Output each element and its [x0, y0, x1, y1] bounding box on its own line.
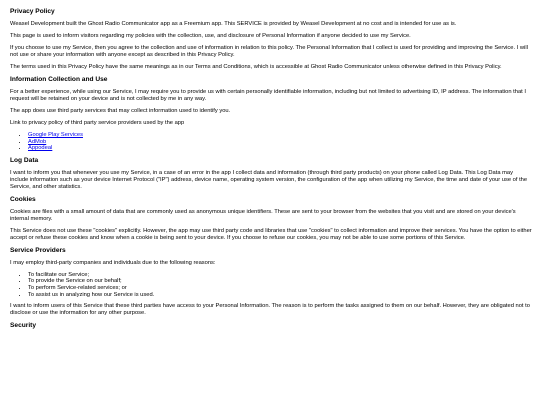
- intro-paragraph-2: This page is used to inform visitors regarding my policies with the collection, use, and disclosure of Personal Information if anyone decided to use my Service.: [10, 33, 411, 39]
- cookies-paragraph-1: Cookies are files with a small amount of data that are commonly used as anonymous unique identifiers. These are sent to your browser from the websites that you visit and are stored on your device's internal memory.: [10, 208, 516, 222]
- list-item: • To perform Service-related services; or: [28, 285, 532, 292]
- collection-paragraph-1: For a better experience, while using our Service, I may require you to provide us with certain personally identifiable information, including but not limited to advertising ID, IP address. The information that I request will be retained on your device and is not collected by me in any way.: [10, 89, 526, 102]
- list-item: • To facilitate our Service;: [28, 272, 532, 279]
- list-item: • To assist us in analyzing how our Service is used.: [28, 292, 532, 299]
- intro-paragraph-1: Weasel Development built the Ghost Radio Communicator app as a Freemium app. This SERVICE is provided by Weasel Development at no cost and is intended for use as is.: [10, 21, 457, 27]
- section-heading-security: Security: [10, 322, 37, 330]
- google-play-services-link[interactable]: Google Play Services: [28, 132, 83, 138]
- third-party-links-list: [10, 132, 532, 152]
- section-heading-log-data: Log Data: [10, 156, 39, 164]
- collection-paragraph-3: Link to privacy policy of third party service providers used by the app: [10, 120, 185, 126]
- section-heading-cookies: Cookies: [10, 195, 36, 203]
- log-data-paragraph-1: I want to inform you that whenever you use my Service, in a case of an error in the app I collect data and information (through third party products) on your phone called Log Data. This Log Data may include information such as your device Internet Protocol ("IP") address, device name, operating system version, the configuration of the app when utilizing my Service, the time and date of your use of the Service, and other statistics.: [10, 169, 528, 190]
- list-item: [28, 132, 532, 139]
- collection-paragraph-2: The app does use third party services that may collect information used to identify you.: [10, 108, 231, 114]
- intro-paragraph-3: If you choose to use my Service, then you agree to the collection and use of information in relation to this policy. The Personal Information that I collect is used for providing and improving the Service. I will not use or share your information with anyone except as described in this Privacy Policy.: [10, 45, 528, 58]
- cookies-paragraph-2: This Service does not use these "cookies" explicitly. However, the app may use third party code and libraries that use "cookies" to collect information and improve their services. You have the option to either accept or refuse these cookies and know when a cookie is being sent to your device. If you choose to refuse our cookies, you may not be able to use some portions of this Service.: [10, 227, 532, 241]
- page-title: Privacy Policy: [10, 8, 55, 15]
- intro-paragraph-4: The terms used in this Privacy Policy have the same meanings as in our Terms and Conditions, which is accessible at Ghost Radio Communicator unless otherwise defined in this Privacy Policy.: [10, 64, 502, 70]
- providers-paragraph-1: I may employ third-party companies and individuals due to the following reasons:: [10, 259, 216, 266]
- appodeal-link[interactable]: Appodeal: [28, 145, 53, 152]
- section-heading-collection: Information Collection and Use: [10, 76, 108, 83]
- list-item: [28, 139, 532, 146]
- provider-reasons-list: [10, 272, 532, 298]
- providers-paragraph-2: I want to inform users of this Service that these third parties have access to your Personal Information. The reason is to perform the tasks assigned to them on our behalf. However, they are obligated not to disclose or use the information for any other purpose.: [10, 303, 530, 317]
- list-item: • To provide the Service on our behalf;: [28, 278, 532, 285]
- admob-link[interactable]: AdMob: [28, 138, 47, 145]
- list-item: [28, 145, 532, 152]
- section-heading-service-providers: Service Providers: [10, 246, 66, 254]
